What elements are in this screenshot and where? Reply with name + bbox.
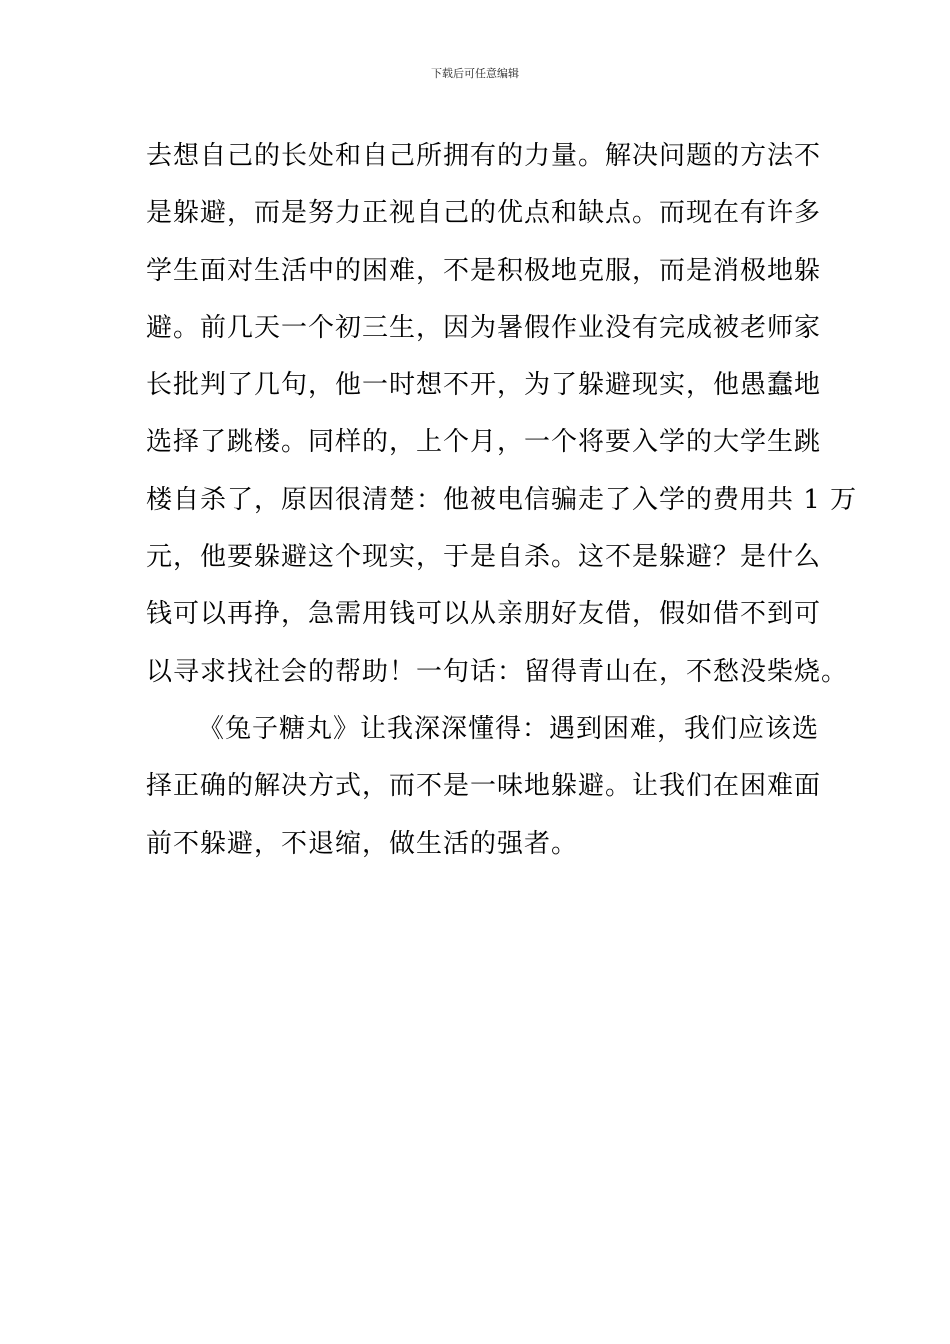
- text-line: 避。前几天一个初三生，因为暑假作业没有完成被老师家: [146, 312, 822, 343]
- text-line: 以寻求找社会的帮助！一句话：留得青山在，不愁没柴烧。: [146, 656, 849, 687]
- text-line: 学生面对生活中的困难，不是积极地克服，而是消极地躲: [146, 255, 822, 286]
- text-line: 元，他要躲避这个现实，于是自杀。这不是躲避？是什么: [146, 542, 822, 573]
- document-body: [146, 128, 858, 873]
- paragraph-first-line: 《兔子糖丸》让我深深懂得：遇到困难，我们应该选: [198, 713, 820, 744]
- text-line: 是躲避，而是努力正视自己的优点和缺点。而现在有许多: [146, 198, 822, 229]
- text-line: 长批判了几句，他一时想不开，为了躲避现实，他愚蠢地: [146, 370, 822, 401]
- text-line: 去想自己的长处和自己所拥有的力量。解决问题的方法不: [146, 141, 822, 171]
- text-line: 前不躲避，不退缩，做生活的强者。: [146, 828, 579, 859]
- text-line: 楼自杀了，原因很清楚：他被电信骗走了入学的费用共 1 万: [146, 484, 858, 515]
- text-line: 择正确的解决方式，而不是一味地躲避。让我们在困难面: [146, 771, 822, 802]
- text-line: 钱可以再挣，急需用钱可以从亲朋好友借，假如借不到可: [146, 599, 822, 630]
- text-line: 选择了跳楼。同样的，上个月，一个将要入学的大学生跳: [146, 427, 822, 458]
- page-header: 下载后可任意编辑: [431, 67, 519, 80]
